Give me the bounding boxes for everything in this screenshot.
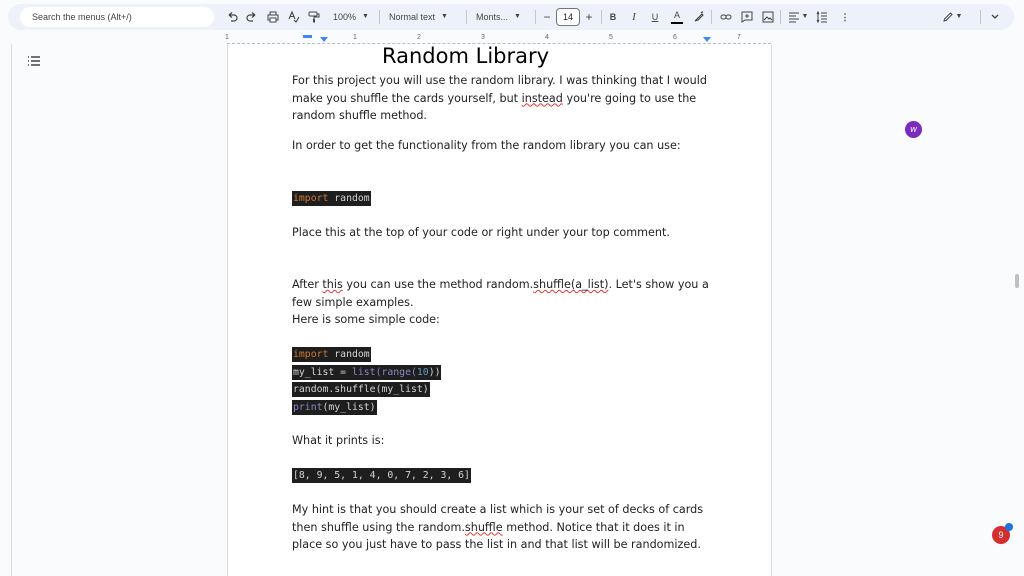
code-keyword: import	[293, 193, 329, 204]
search-menus-input[interactable]: Search the menus (Alt+/)	[20, 7, 214, 27]
code-text: (my_list)	[322, 401, 376, 413]
divider	[535, 10, 536, 24]
code-block	[292, 190, 371, 208]
edit-mode-icon[interactable]: ▼	[940, 8, 964, 26]
code-line	[292, 365, 441, 380]
paragraph	[292, 501, 712, 554]
code-output: [8, 9, 5, 1, 4, 0, 7, 2, 3, 6]	[293, 470, 470, 481]
bold-button[interactable]: B	[609, 12, 617, 22]
paragraph: Place this at the top of your code or right under your top comment.	[292, 226, 670, 239]
collapse-icon[interactable]	[988, 8, 1002, 26]
redo-icon[interactable]	[246, 8, 258, 26]
ruler-label: 3	[481, 34, 485, 41]
decrease-font-size-button[interactable]: −	[543, 10, 551, 24]
extension-icon[interactable]: w	[905, 121, 922, 138]
document-title: Random Library	[382, 44, 550, 68]
underline-button[interactable]: U	[651, 12, 659, 22]
ruler-label: 6	[673, 34, 677, 41]
highlight-icon[interactable]	[693, 8, 705, 26]
scrollbar-thumb[interactable]	[1015, 274, 1019, 288]
notification-badge-icon[interactable]: 9	[992, 526, 1010, 544]
paragraph	[292, 276, 712, 311]
style-select[interactable]	[389, 8, 457, 26]
code-builtin: list	[351, 366, 376, 378]
spelling-flagged-word[interactable]: shuffle	[464, 520, 503, 534]
align-icon[interactable]: ▼	[787, 8, 809, 26]
code-number: 10	[416, 366, 429, 378]
code-keyword: import	[293, 349, 329, 360]
paragraph: In order to get the functionality from the random library you can use:	[292, 139, 681, 152]
toolbar	[0, 0, 1024, 34]
left-indent-handle[interactable]	[320, 37, 328, 42]
text-run: method. Notice that it does it in place so you just have to pass the list in and that list will be randomized.	[292, 520, 701, 551]
code-line	[292, 400, 377, 415]
spelling-flagged-word[interactable]: shuffle(a_list)	[533, 278, 609, 291]
paragraph	[292, 72, 712, 125]
undo-icon[interactable]	[226, 8, 238, 26]
italic-button[interactable]: I	[632, 11, 636, 23]
text-color-button[interactable]: A	[671, 8, 683, 24]
font-value: Monts...	[476, 12, 509, 22]
divider	[980, 10, 981, 24]
code-block	[292, 467, 471, 485]
chevron-down-icon: ▼	[441, 13, 448, 20]
first-line-indent-handle[interactable]	[303, 35, 312, 38]
zoom-select[interactable]	[331, 8, 371, 26]
zoom-value: 100%	[333, 12, 357, 22]
image-icon[interactable]	[761, 8, 775, 26]
text-run: My hint is that you should create a list which is your set of decks of cards then shuffle using the random.	[292, 503, 704, 534]
divider	[780, 10, 781, 24]
chevron-down-icon: ▼	[362, 13, 369, 20]
divider	[711, 10, 712, 24]
ruler-label: 4	[545, 34, 549, 41]
chevron-down-icon: ▼	[514, 13, 521, 20]
code-builtin: print	[293, 401, 323, 413]
increase-font-size-button[interactable]: +	[585, 10, 593, 24]
paragraph: Here is some simple code:	[292, 313, 440, 326]
more-icon[interactable]: ⋮	[840, 12, 850, 22]
code-text: (	[410, 366, 417, 378]
text-run: you can use the method random.	[342, 278, 534, 291]
ruler-label: 2	[417, 34, 421, 41]
style-value: Normal text	[389, 12, 436, 22]
spellcheck-icon[interactable]	[287, 8, 301, 26]
ruler-label: 5	[609, 34, 613, 41]
link-icon[interactable]	[719, 8, 733, 26]
paint-format-icon[interactable]	[307, 8, 321, 26]
divider	[601, 10, 602, 24]
text-run: For this project you will use the random library. I was thinking that I would make you shuffle the cards yourself, but	[292, 74, 707, 105]
code-builtin: range	[381, 366, 411, 378]
text-run: you're going to use the random shuffle method.	[292, 91, 697, 122]
code-text: random	[328, 349, 370, 360]
notification-dot	[1005, 523, 1013, 531]
comment-icon[interactable]	[740, 8, 754, 26]
spelling-flagged-word[interactable]: this	[322, 278, 343, 291]
code-line	[292, 347, 371, 362]
ruler-label: 1	[225, 34, 229, 41]
code-text: random	[328, 193, 370, 204]
font-select[interactable]	[476, 8, 528, 26]
code-text: random.shuffle(my_list)	[293, 384, 429, 395]
font-size-input[interactable]: 14	[556, 8, 580, 26]
spelling-flagged-word[interactable]: instead	[521, 91, 563, 105]
code-line	[292, 382, 430, 397]
text-run: . Let's show you a few simple examples.	[292, 278, 709, 309]
ruler-label: 1	[353, 34, 357, 41]
code-block	[292, 346, 441, 416]
right-indent-handle[interactable]	[703, 37, 711, 42]
code-text: (	[375, 366, 382, 378]
ruler-label: 7	[737, 34, 741, 41]
paragraph: What it prints is:	[292, 434, 385, 447]
outline-icon[interactable]	[27, 54, 41, 68]
divider	[466, 10, 467, 24]
code-text: my_list =	[293, 366, 352, 378]
code-text: ))	[428, 366, 441, 378]
left-panel-border	[11, 44, 12, 576]
text-run: After	[292, 278, 323, 291]
code-line	[292, 191, 371, 206]
divider	[379, 10, 380, 24]
print-icon[interactable]	[266, 8, 280, 26]
line-spacing-icon[interactable]	[815, 8, 829, 26]
document-page[interactable]	[227, 44, 772, 576]
